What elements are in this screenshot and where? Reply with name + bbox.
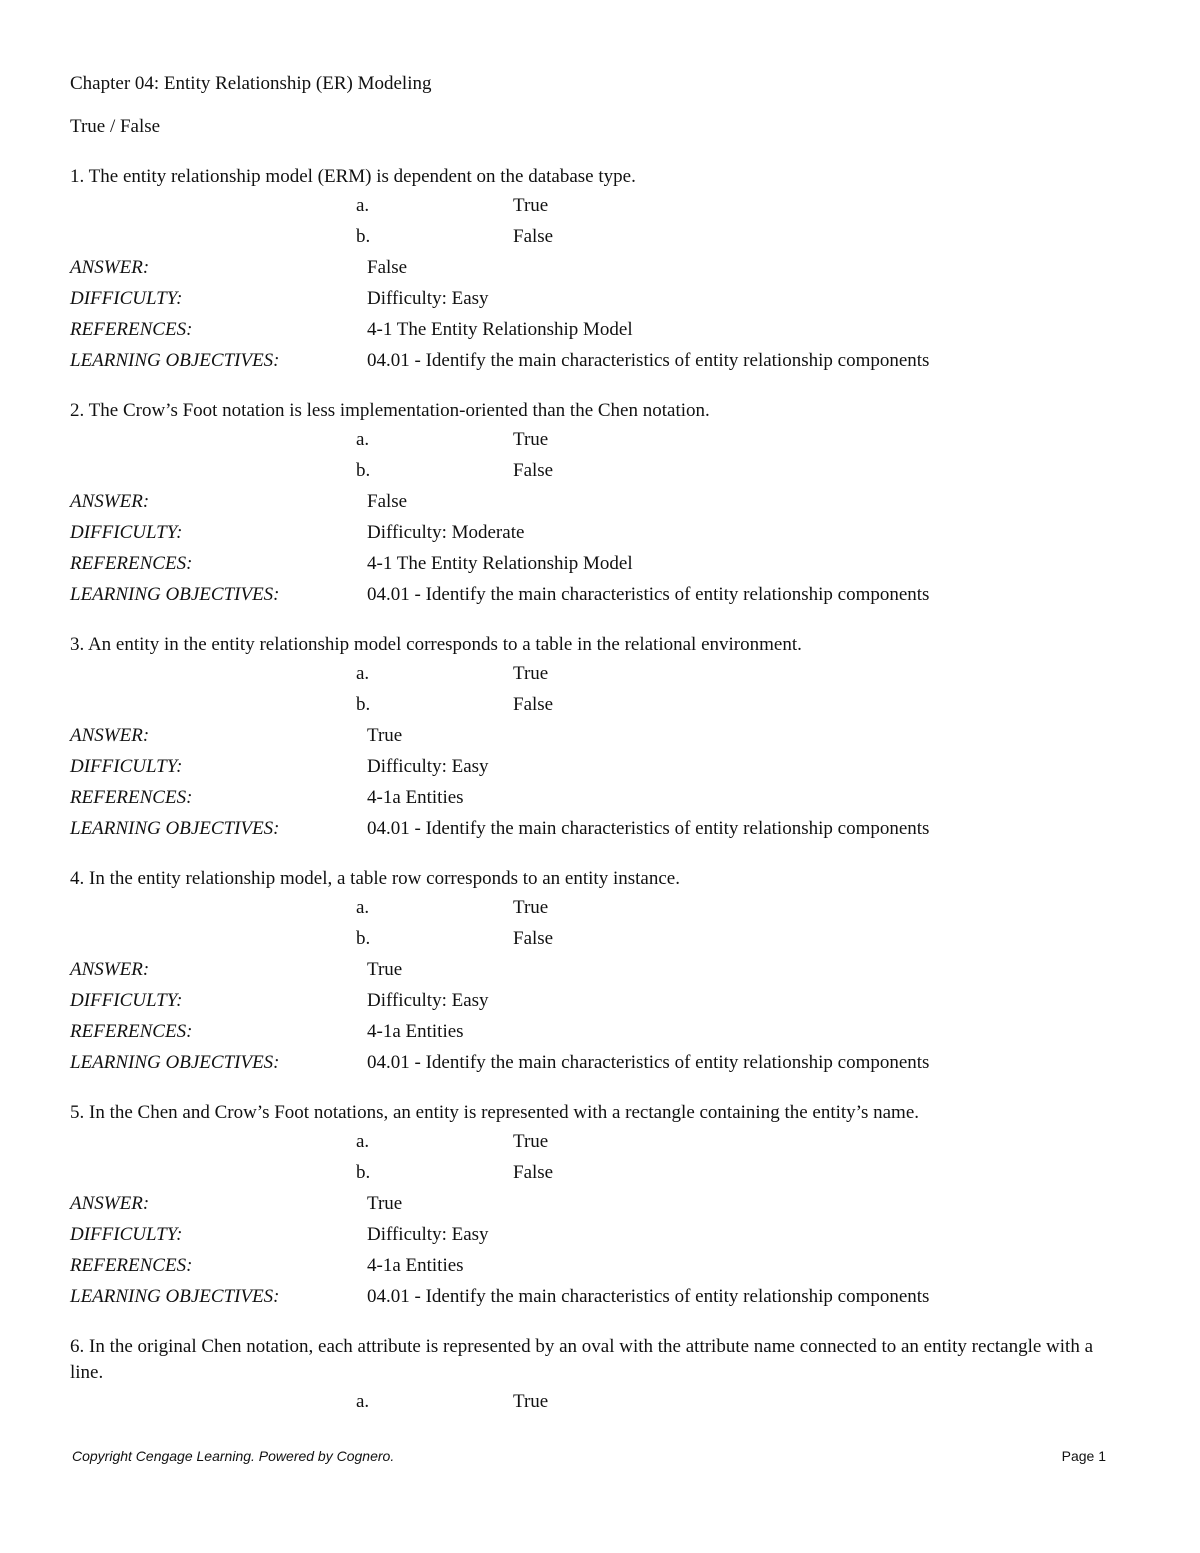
- choice-letter: b.: [356, 226, 371, 247]
- choice-letter: a.: [356, 897, 370, 918]
- question-item: [70, 398, 1130, 610]
- objectives-value: 04.01 - Identify the main characteristics of entity relationship components: [367, 1286, 930, 1307]
- difficulty-row: [70, 985, 1130, 1016]
- question-text: 1. The entity relationship model (ERM) is dependent on the database type.: [70, 166, 636, 187]
- choice-text: True: [513, 897, 549, 918]
- choice-row: [70, 455, 1130, 486]
- answer-label: ANSWER:: [70, 491, 150, 512]
- objectives-label: LEARNING OBJECTIVES:: [70, 1052, 280, 1073]
- answer-label: ANSWER:: [70, 725, 150, 746]
- references-label: REFERENCES:: [70, 787, 193, 808]
- difficulty-value: Difficulty: Easy: [367, 756, 489, 777]
- page-number: Page 1: [1061, 1448, 1106, 1464]
- choice-letter: a.: [356, 1391, 370, 1412]
- document-page: [70, 70, 1130, 1439]
- difficulty-value: Difficulty: Moderate: [367, 522, 525, 543]
- objectives-value: 04.01 - Identify the main characteristics of entity relationship components: [367, 350, 930, 371]
- difficulty-value: Difficulty: Easy: [367, 288, 489, 309]
- learning-objectives-row: [70, 345, 1130, 376]
- difficulty-label: DIFFICULTY:: [70, 990, 183, 1011]
- references-label: REFERENCES:: [70, 1021, 193, 1042]
- choice-letter: a.: [356, 429, 370, 450]
- choice-text: True: [513, 1391, 549, 1412]
- answer-row: [70, 1188, 1130, 1219]
- answer-row: [70, 954, 1130, 985]
- answer-row: [70, 720, 1130, 751]
- answer-label: ANSWER:: [70, 959, 150, 980]
- references-row: [70, 782, 1130, 813]
- choice-row: [70, 190, 1130, 221]
- objectives-label: LEARNING OBJECTIVES:: [70, 1286, 280, 1307]
- choice-text: True: [513, 429, 549, 450]
- answer-row: [70, 252, 1130, 283]
- question-item: [70, 866, 1130, 1078]
- references-label: REFERENCES:: [70, 319, 193, 340]
- choice-letter: a.: [356, 195, 370, 216]
- references-label: REFERENCES:: [70, 1255, 193, 1276]
- learning-objectives-row: [70, 1281, 1130, 1312]
- references-label: REFERENCES:: [70, 553, 193, 574]
- objectives-value: 04.01 - Identify the main characteristics of entity relationship components: [367, 1052, 930, 1073]
- choice-letter: b.: [356, 1162, 371, 1183]
- choice-row: [70, 892, 1130, 923]
- difficulty-row: [70, 517, 1130, 548]
- objectives-value: 04.01 - Identify the main characteristics of entity relationship components: [367, 818, 930, 839]
- question-text: 2. The Crow’s Foot notation is less implementation-oriented than the Chen notation.: [70, 400, 710, 421]
- references-value: 4-1 The Entity Relationship Model: [367, 553, 633, 574]
- answer-value: True: [367, 1193, 403, 1214]
- difficulty-row: [70, 283, 1130, 314]
- page-footer: [72, 1446, 1106, 1466]
- difficulty-value: Difficulty: Easy: [367, 990, 489, 1011]
- references-row: [70, 314, 1130, 345]
- question-text: 6. In the original Chen notation, each attribute is represented by an oval with the attribute name connected to an entity rectangle with a line.: [70, 1336, 1094, 1383]
- objectives-label: LEARNING OBJECTIVES:: [70, 584, 280, 605]
- choice-row: [70, 658, 1130, 689]
- choice-letter: a.: [356, 1131, 370, 1152]
- section-title: True / False: [70, 116, 161, 137]
- answer-value: True: [367, 959, 403, 980]
- learning-objectives-row: [70, 813, 1130, 844]
- choice-letter: b.: [356, 694, 371, 715]
- references-value: 4-1a Entities: [367, 1255, 464, 1276]
- difficulty-row: [70, 751, 1130, 782]
- difficulty-label: DIFFICULTY:: [70, 756, 183, 777]
- choice-text: False: [513, 694, 554, 715]
- choice-row: [70, 1386, 1130, 1417]
- learning-objectives-row: [70, 579, 1130, 610]
- copyright-notice: Copyright Cengage Learning. Powered by Cognero.: [72, 1448, 395, 1464]
- choice-row: [70, 923, 1130, 954]
- answer-row: [70, 486, 1130, 517]
- choice-letter: a.: [356, 663, 370, 684]
- answer-value: False: [367, 491, 408, 512]
- choice-letter: b.: [356, 460, 371, 481]
- answer-value: False: [367, 257, 408, 278]
- difficulty-row: [70, 1219, 1130, 1250]
- question-list: [70, 164, 1130, 1417]
- choice-text: False: [513, 460, 554, 481]
- references-row: [70, 1016, 1130, 1047]
- answer-value: True: [367, 725, 403, 746]
- references-row: [70, 1250, 1130, 1281]
- choice-text: True: [513, 1131, 549, 1152]
- choice-row: [70, 424, 1130, 455]
- choice-text: False: [513, 226, 554, 247]
- difficulty-label: DIFFICULTY:: [70, 288, 183, 309]
- objectives-label: LEARNING OBJECTIVES:: [70, 818, 280, 839]
- objectives-label: LEARNING OBJECTIVES:: [70, 350, 280, 371]
- choice-text: False: [513, 928, 554, 949]
- question-text: 4. In the entity relationship model, a table row corresponds to an entity instance.: [70, 868, 680, 889]
- difficulty-value: Difficulty: Easy: [367, 1224, 489, 1245]
- difficulty-label: DIFFICULTY:: [70, 522, 183, 543]
- chapter-title: Chapter 04: Entity Relationship (ER) Modeling: [70, 73, 432, 94]
- question-text: 3. An entity in the entity relationship model corresponds to a table in the relational environment.: [70, 634, 802, 655]
- references-row: [70, 548, 1130, 579]
- answer-label: ANSWER:: [70, 1193, 150, 1214]
- objectives-value: 04.01 - Identify the main characteristics of entity relationship components: [367, 584, 930, 605]
- references-value: 4-1a Entities: [367, 787, 464, 808]
- references-value: 4-1 The Entity Relationship Model: [367, 319, 633, 340]
- choice-row: [70, 689, 1130, 720]
- question-item: [70, 164, 1130, 376]
- choice-text: True: [513, 195, 549, 216]
- choice-row: [70, 221, 1130, 252]
- choice-letter: b.: [356, 928, 371, 949]
- references-value: 4-1a Entities: [367, 1021, 464, 1042]
- answer-label: ANSWER:: [70, 257, 150, 278]
- question-item: [70, 1334, 1130, 1417]
- learning-objectives-row: [70, 1047, 1130, 1078]
- difficulty-label: DIFFICULTY:: [70, 1224, 183, 1245]
- choice-row: [70, 1157, 1130, 1188]
- choice-text: True: [513, 663, 549, 684]
- question-item: [70, 1100, 1130, 1312]
- question-text: 5. In the Chen and Crow’s Foot notations, an entity is represented with a rectangle containing the entity’s name.: [70, 1102, 919, 1123]
- question-item: [70, 632, 1130, 844]
- choice-text: False: [513, 1162, 554, 1183]
- choice-row: [70, 1126, 1130, 1157]
